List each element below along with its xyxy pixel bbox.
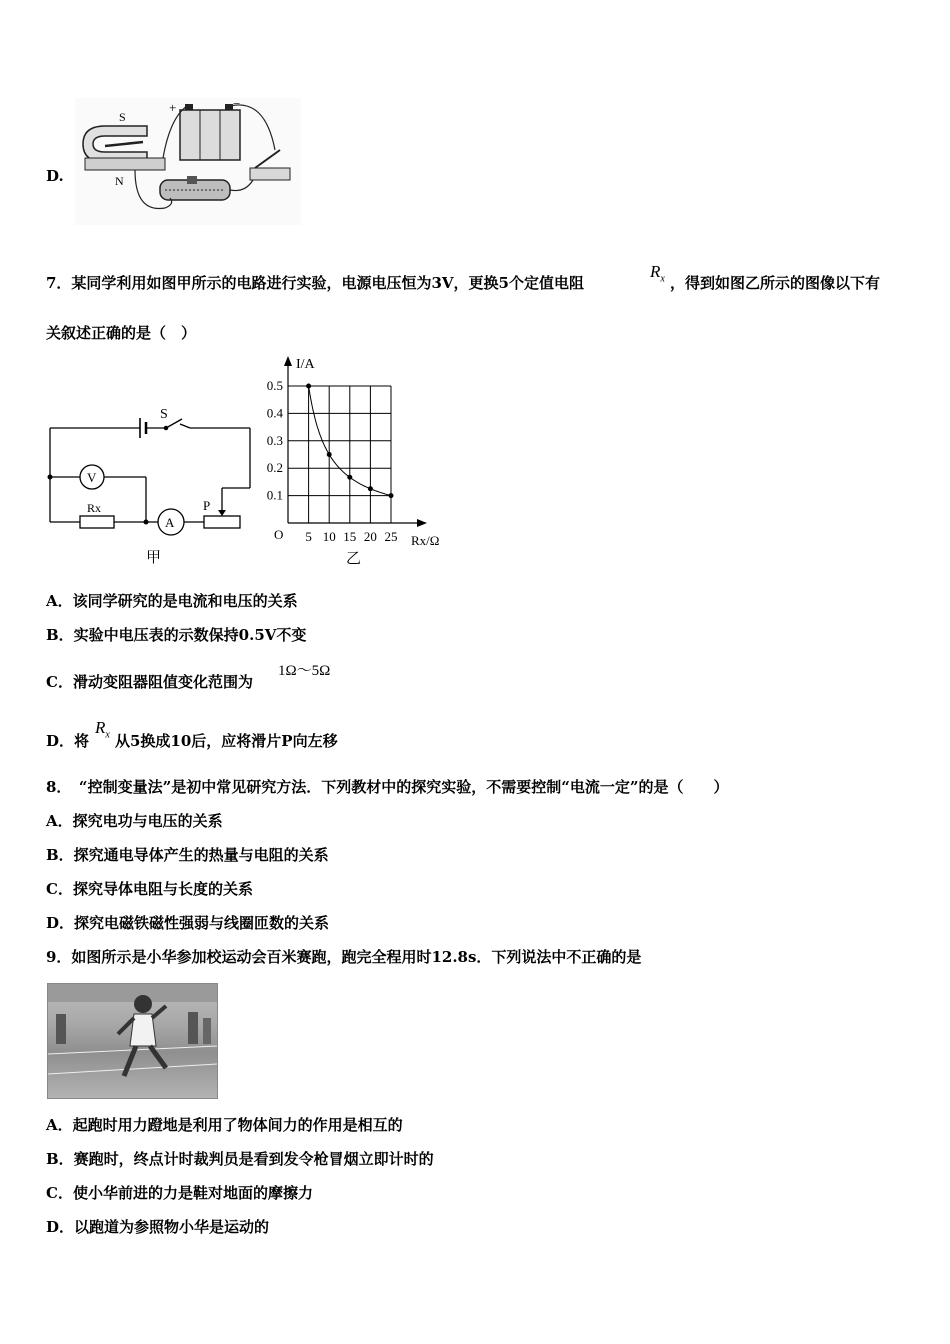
q7-option-c: C．滑动变阻器阻值变化范围为 <box>46 673 253 691</box>
graph-x-tick-label: 25 <box>384 529 398 544</box>
q9-option-a: A．起跑时用力蹬地是利用了物体间力的作用是相互的 <box>46 1116 403 1134</box>
graph-data-point <box>347 475 352 480</box>
q8-option-a: A．探究电功与电压的关系 <box>46 812 223 830</box>
circuit-switch-label: S <box>160 407 168 422</box>
slider-p-label: P <box>203 498 211 513</box>
graph-data-point <box>306 384 311 389</box>
q8-option-b: B．探究通电导体产生的热量与电阻的关系 <box>46 846 329 864</box>
q8-option-c: C．探究导体电阻与长度的关系 <box>46 880 253 898</box>
battery-plus-label: + <box>169 100 177 115</box>
q9-option-b: B．赛跑时，终点计时裁判员是看到发令枪冒烟立即计时的 <box>46 1150 434 1168</box>
q7-stem-line2: 关叙述正确的是（ ） <box>46 324 197 342</box>
q7-rx-symbol <box>650 262 665 284</box>
graph-x-axis-label: Rx/Ω <box>411 533 440 548</box>
graph-data-point <box>368 486 373 491</box>
q7-option-d-suffix: 从5换成10后，应将滑片P向左移 <box>115 732 338 750</box>
battery-minus-label: − <box>233 98 241 111</box>
q9-stem: 9．如图所示是小华参加校运动会百米赛跑，跑完全程用时12.8s．下列说法中不正确的是 <box>46 948 642 966</box>
q7-option-d-prefix: D．将 <box>46 732 90 750</box>
graph-x-tick-label: 10 <box>322 529 336 544</box>
graph-data-point <box>327 452 332 457</box>
graph-y-tick-label: 0.4 <box>266 405 283 421</box>
q7-option-d-rx-subscript: x <box>105 729 110 741</box>
ammeter-label: A <box>165 515 175 530</box>
graph-caption-yi: 乙 <box>346 551 362 567</box>
q7-option-c-range: 1Ω～5Ω <box>278 663 331 679</box>
q9-option-d: D．以跑道为参照物小华是运动的 <box>46 1218 270 1236</box>
q7-option-b: B．实验中电压表的示数保持0.5V不变 <box>46 626 307 644</box>
q8-option-d: D．探究电磁铁磁性强弱与线圈匝数的关系 <box>46 914 330 932</box>
q7-option-d-rx-symbol <box>95 718 110 740</box>
circuit-caption-jia: 甲 <box>146 550 162 566</box>
q7-stem-part-b: ，得到如图乙所示的图像以下有 <box>670 274 881 292</box>
race-photo <box>47 983 218 1099</box>
graph-data-point <box>389 493 394 498</box>
voltmeter-label: V <box>87 470 97 485</box>
q7-option-d-rx-letter: R <box>95 718 106 737</box>
q7-rx-subscript: x <box>660 273 665 285</box>
graph-y-tick-label: 0.5 <box>266 378 283 393</box>
resistor-rx-label: Rx <box>87 501 102 515</box>
q7-stem-part-a: 7．某同学利用如图甲所示的电路进行实验，电源电压恒为3V，更换5个定值电阻 <box>46 274 584 292</box>
graph-x-axis-arrow <box>417 519 427 527</box>
graph-x-tick-label: 20 <box>363 529 377 544</box>
magnet-n-label: N <box>115 174 124 188</box>
graph-y-tick-label: 0.3 <box>266 432 283 448</box>
graph-y-axis-arrow <box>284 356 292 366</box>
q9-option-c: C．使小华前进的力是鞋对地面的摩擦力 <box>46 1184 313 1202</box>
q7-stem-line1 <box>46 273 584 293</box>
electromagnet-circuit-diagram <box>75 98 301 225</box>
magnet-s-label: S <box>119 110 126 124</box>
graph-origin-label: O <box>274 527 284 542</box>
graph-y-tick-label: 0.2 <box>266 460 283 476</box>
graph-y-tick-label: 0.1 <box>266 487 283 503</box>
q6-option-d-label: D. <box>46 167 64 185</box>
current-resistance-graph <box>258 350 468 570</box>
q7-rx-letter: R <box>650 262 661 281</box>
graph-x-tick-label: 5 <box>305 529 312 544</box>
q7-option-a: A．该同学研究的是电流和电压的关系 <box>46 592 298 610</box>
graph-x-tick-label: 15 <box>343 529 357 544</box>
q8-stem: 8． “控制变量法”是初中常见研究方法．下列教材中的探究实验，不需要控制“电流一定”的是（ ） <box>46 778 729 796</box>
graph-y-axis-label: I/A <box>296 357 315 372</box>
circuit-diagram-jia <box>40 400 260 570</box>
runner-figure <box>48 984 217 1098</box>
